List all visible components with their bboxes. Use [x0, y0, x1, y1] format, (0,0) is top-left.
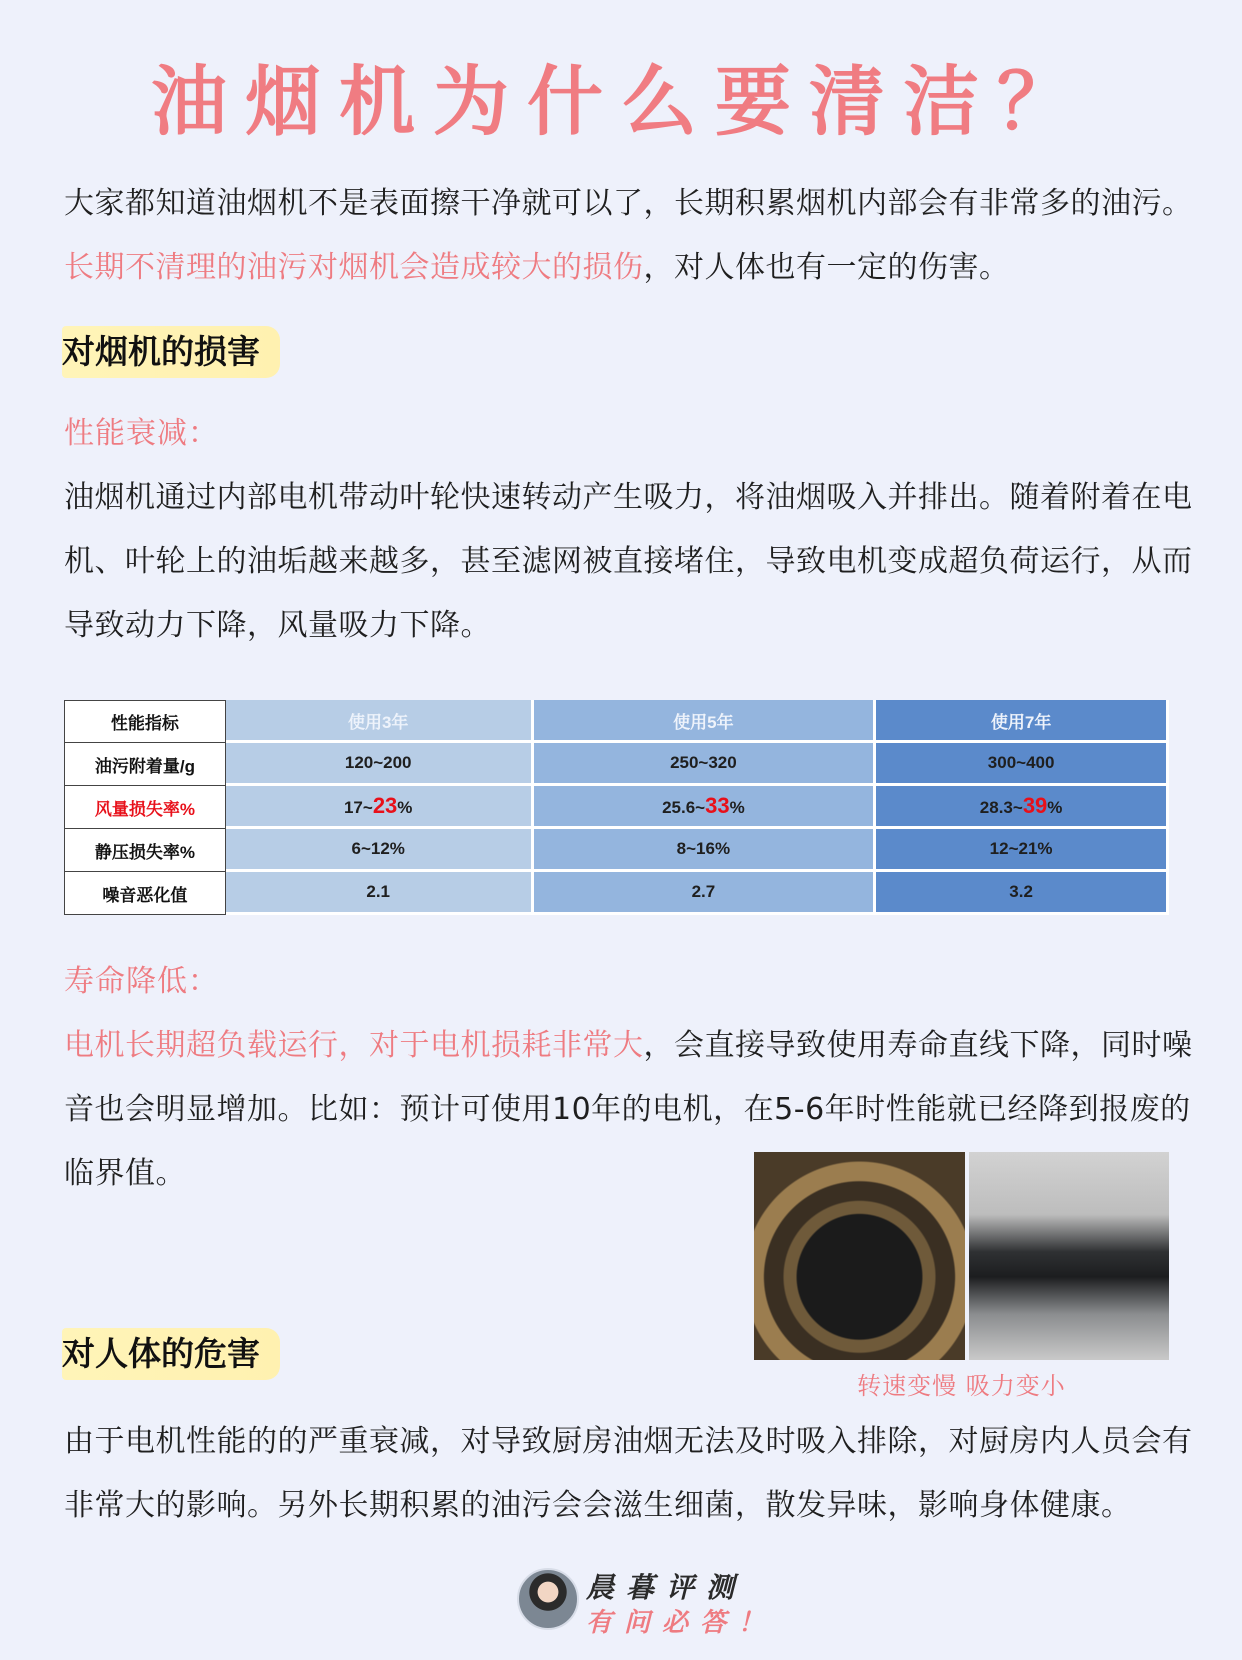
table-cell: 250~320: [534, 743, 877, 786]
table-header-cell: 使用3年: [226, 700, 534, 743]
photo-caption: 转速变慢 吸力变小: [857, 1372, 1066, 1400]
table-header-cell: 性能指标: [64, 700, 226, 743]
cell-emphasis: 39: [1022, 793, 1048, 818]
cell-text: %: [729, 798, 745, 817]
table-cell: [226, 786, 534, 829]
table-cell: 8~16%: [534, 829, 877, 872]
row-label: 静压损失率%: [64, 829, 226, 872]
table-header-row: [64, 700, 1169, 743]
intro-paragraph: [64, 172, 1194, 300]
cell-text: %: [397, 798, 413, 817]
avatar: [517, 1568, 579, 1630]
cell-text: %: [1047, 798, 1063, 817]
subheading-lifespan: 寿命降低：: [64, 964, 219, 999]
table-cell: [534, 786, 877, 829]
table-cell: 300~400: [876, 743, 1169, 786]
row-label: 油污附着量/g: [64, 743, 226, 786]
table-header-cell: 使用5年: [534, 700, 877, 743]
table-cell: 2.1: [226, 872, 534, 915]
table-cell: 12~21%: [876, 829, 1169, 872]
table-cell: 3.2: [876, 872, 1169, 915]
table-header-cell: 使用7年: [876, 700, 1169, 743]
brand-name: 晨暮评测: [586, 1571, 747, 1604]
section-heading-machine-damage: 对烟机的损害: [62, 326, 280, 378]
cell-text: 28.3~: [979, 798, 1023, 817]
table-cell: 6~12%: [226, 829, 534, 872]
cell-emphasis: 33: [705, 793, 730, 818]
performance-table: [64, 700, 1169, 915]
table-cell: 120~200: [226, 743, 534, 786]
brand-slogan: 有问必答！: [586, 1608, 777, 1638]
section-heading-health-harm: 对人体的危害: [62, 1328, 280, 1380]
health-paragraph: 由于电机性能的的严重衰减，对导致厨房油烟无法及时吸入排除，对厨房内人员会有非常大的影响。另外长期积累的油污会会滋生细菌，散发异味，影响身体健康。: [64, 1424, 1193, 1523]
table-cell: [876, 786, 1169, 829]
table-row: [64, 743, 1169, 786]
page-title: 油烟机为什么要清洁？: [151, 57, 1091, 146]
table-row: [64, 872, 1169, 915]
lifespan-text: ，会直接导致使用寿命直线下降，同时噪音也会明显增加。比如：预计可使用10年的电机，在5-6年时性能就已经降到报废的临界值。: [64, 1028, 1193, 1191]
row-label: 噪音恶化值: [64, 872, 226, 915]
cell-text: 17~: [343, 798, 373, 817]
intro-text-end: ，对人体也有一定的伤害。: [643, 250, 1010, 285]
table-row: [64, 786, 1169, 829]
cell-text: 25.6~: [662, 798, 706, 817]
cell-emphasis: 23: [372, 793, 398, 818]
intro-highlight: 长期不清理的油污对烟机会造成较大的损伤: [64, 250, 644, 285]
table-row: [64, 829, 1169, 872]
subheading-performance: 性能衰减：: [64, 416, 219, 451]
range-hood-photo: [969, 1152, 1169, 1360]
lifespan-highlight: 电机长期超负载运行，对于电机损耗非常大: [64, 1028, 644, 1063]
intro-text: 大家都知道油烟机不是表面擦干净就可以了，长期积累烟机内部会有非常多的油污。: [64, 186, 1193, 221]
row-label: 风量损失率%: [64, 786, 226, 829]
table-cell: 2.7: [534, 872, 877, 915]
performance-paragraph: 油烟机通过内部电机带动叶轮快速转动产生吸力，将油烟吸入并排出。随着附着在电机、叶轮上的油垢越来越多，甚至滤网被直接堵住，导致电机变成超负荷运行，从而导致动力下降，风量吸力下降。: [64, 480, 1193, 643]
dirty-fan-photo: [754, 1152, 965, 1360]
